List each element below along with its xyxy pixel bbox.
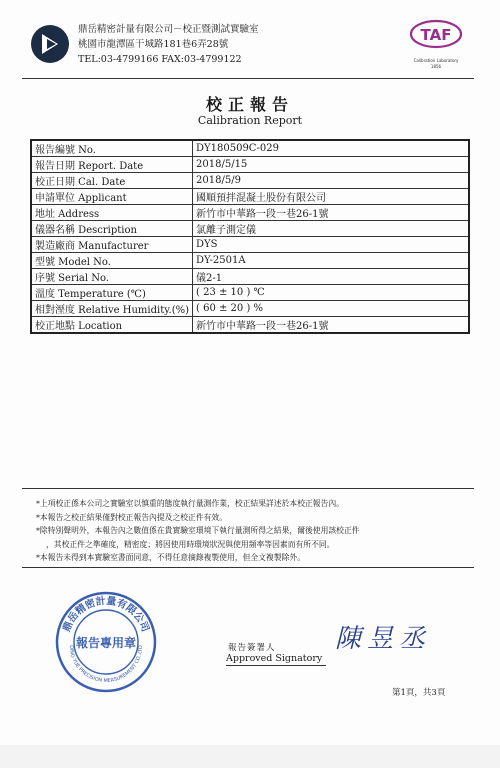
taf-subtitle	[402, 58, 470, 70]
taf-mark-text: TAF	[420, 26, 452, 44]
signatory-label-en: Approved Signatory	[226, 653, 326, 666]
row-label: 申請單位 Applicant	[31, 189, 193, 205]
report-info-table	[30, 139, 470, 334]
table-row	[31, 317, 469, 334]
row-value: 2018/5/15	[193, 157, 469, 173]
table-row	[31, 173, 469, 189]
row-value: 新竹市中華路一段一巷26-1號	[193, 317, 469, 334]
report-title-en: Calibration Report	[197, 114, 303, 127]
row-label: 校正地點 Location	[31, 317, 193, 334]
svg-text:DING YUE PRECISION MEASUREMENT	[68, 645, 144, 684]
signatory-label-zh: 報告簽署人	[228, 643, 276, 653]
note-line: *本報告之校正結果僅對校正報告內提及之校正件有效。	[36, 512, 228, 522]
row-label: 溫度 Temperature (℃)	[31, 285, 193, 301]
company-header	[78, 22, 259, 67]
table-row	[31, 285, 469, 301]
table-row	[31, 140, 469, 157]
table-row	[31, 253, 469, 269]
report-notes	[36, 497, 360, 565]
row-label: 報告日期 Report. Date	[31, 157, 193, 173]
header-divider	[22, 78, 474, 79]
table-row	[31, 205, 469, 221]
note-line: *本報告未得到本實驗室書面同意，不得任意摘錄複製使用，但全文複製除外。	[36, 553, 305, 562]
row-value: DY-2501A	[193, 253, 469, 269]
report-seal-stamp	[54, 590, 158, 694]
row-value: 儀2-1	[193, 269, 469, 285]
table-row	[31, 189, 469, 205]
row-label: 相對溼度 Relative Humidity.(%)	[31, 301, 193, 317]
row-value: 2018/5/9	[193, 173, 469, 189]
company-address: 桃園市龍潭區干城路181巷6弄28號	[78, 39, 229, 50]
row-label: 校正日期 Cal. Date	[31, 173, 193, 189]
row-label: 地址 Address	[31, 205, 193, 221]
seal-company-name: 鼎岳精密計量有限公司	[61, 595, 151, 634]
row-value: DY180509C-029	[193, 140, 469, 157]
row-value: ( 60 ± 20 ) %	[193, 301, 469, 317]
row-value: 新竹市中華路一段一巷26-1號	[193, 205, 469, 221]
note-line: *除特別聲明外，本報告內之數值係在貴實驗室環境下執行量測所得之結果，爾後使用該校正件	[36, 526, 360, 535]
table-row	[31, 157, 469, 173]
row-label: 型號 Model No.	[31, 253, 193, 269]
company-contact: TEL:03-4799166 FAX:03-4799122	[78, 54, 242, 65]
row-label: 報告編號 No.	[31, 140, 193, 157]
table-row	[31, 301, 469, 317]
notes-divider-bottom	[22, 567, 474, 568]
svg-text:鼎岳精密計量有限公司	[60, 594, 153, 634]
seal-center-text: 報告專用章	[75, 636, 137, 650]
note-line: ，其校正件之準確度，精密度；將因使用時環境狀況與使用頻率等因素而有所不同。	[46, 539, 335, 549]
row-label: 儀器名稱 Description	[31, 221, 193, 237]
taf-accreditation-logo	[408, 16, 464, 64]
company-name: 鼎岳精密計量有限公司－校正暨測試實驗室	[78, 24, 259, 35]
row-value: 氯離子測定儀	[193, 221, 469, 237]
table-row	[31, 237, 469, 253]
table-row	[31, 221, 469, 237]
row-label: 序號 Serial No.	[31, 269, 193, 285]
notes-divider-top	[22, 488, 474, 489]
row-value: DYS	[193, 237, 469, 253]
note-line: *上項校正係本公司之實驗室以慎重的態度執行量測作業，校正結果詳述於本校正報告內。	[36, 499, 344, 508]
page-number: 第1頁，共3頁	[392, 688, 446, 698]
report-title-zh: 校正報告	[205, 95, 294, 114]
row-value: 國順預拌混凝土股份有限公司	[193, 189, 469, 205]
table-row	[31, 269, 469, 285]
taf-lab-type: Calibration Laboratory	[413, 58, 459, 63]
page-bottom-edge	[0, 745, 500, 768]
taf-lab-number: 1856	[430, 64, 442, 69]
row-value: ( 23 ± 10 ) ℃	[193, 285, 469, 301]
row-label: 製造廠商 Manufacturer	[31, 237, 193, 253]
company-logo-icon	[30, 24, 70, 64]
handwritten-signature: 陳昱丞	[335, 624, 432, 654]
seal-english-ring: DING YUE PRECISION MEASUREMENT CO.,LTD	[67, 645, 145, 685]
